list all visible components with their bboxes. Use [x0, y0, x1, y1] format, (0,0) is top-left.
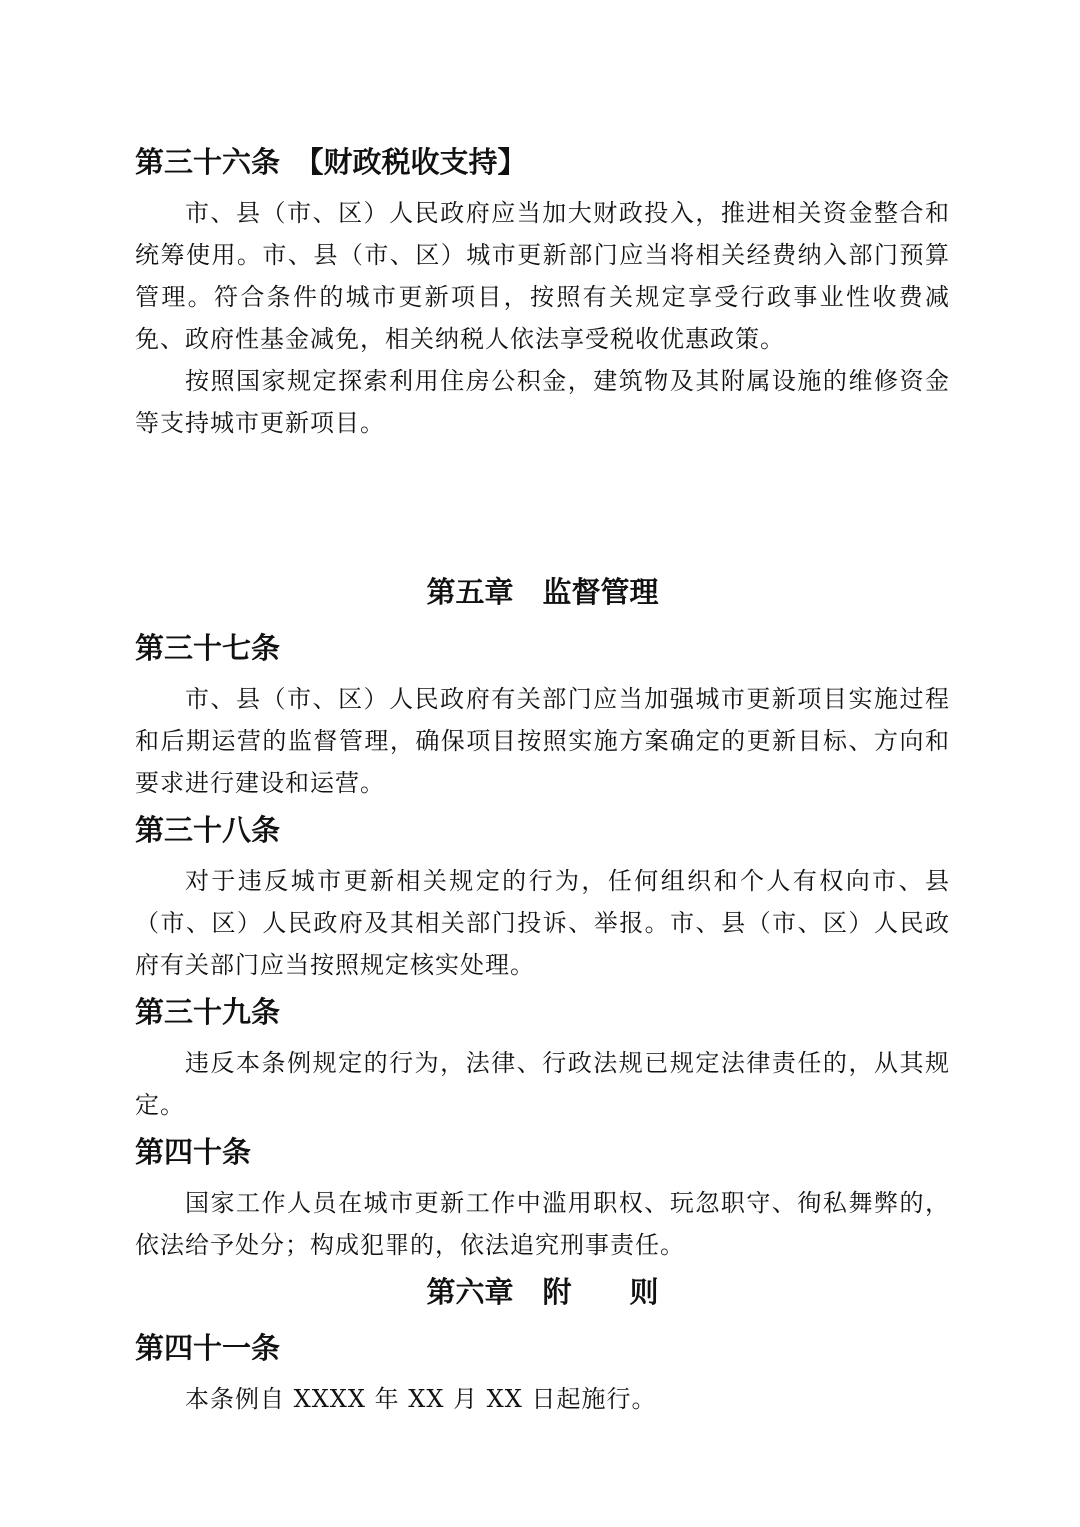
article-36-paragraph-2: 按照国家规定探索利用住房公积金，建筑物及其附属设施的维修资金等支持城市更新项目。: [135, 367, 950, 437]
chapter-6-title: 第六章 附 则: [426, 1275, 659, 1309]
chapter-5-title: 第五章 监督管理: [426, 575, 659, 609]
article-38-paragraph-1: 对于违反城市更新相关规定的行为，任何组织和个人有权向市、县（市、区）人民政府及其相关部门投诉、举报。市、县（市、区）人民政府有关部门应当按照规定核实处理。: [135, 867, 950, 979]
article-36-paragraph-1: 市、县（市、区）人民政府应当加大财政投入，推进相关资金整合和统筹使用。市、县（市、区）城市更新部门应当将相关经费纳入部门预算管理。符合条件的城市更新项目，按照有关规定享受行政事业性收费减免、政府性基金减免，相关纳税人依法享受税收优惠政策。: [135, 199, 950, 353]
article-39-paragraph-1: 违反本条例规定的行为，法律、行政法规已规定法律责任的，从其规定。: [135, 1049, 950, 1119]
article-36-title: 第三十六条 【财政税收支持】: [135, 145, 527, 179]
article-40: [135, 1132, 950, 1266]
article-40-paragraph-1: 国家工作人员在城市更新工作中滥用职权、玩忽职守、徇私舞弊的，依法给予处分；构成犯罪的，依法追究刑事责任。: [135, 1189, 950, 1259]
article-41-paragraph-1: 本条例自 XXXX 年 XX 月 XX 日起施行。: [185, 1385, 657, 1413]
article-37: [135, 628, 950, 804]
article-37-paragraph-1: 市、县（市、区）人民政府有关部门应当加强城市更新项目实施过程和后期运营的监督管理，确保项目按照实施方案确定的更新目标、方向和要求进行建设和运营。: [135, 685, 950, 797]
article-39: [135, 992, 950, 1126]
article-36: [135, 142, 950, 444]
article-41: [135, 1328, 950, 1420]
article-40-title: 第四十条: [135, 1135, 252, 1169]
article-41-title: 第四十一条: [135, 1331, 281, 1365]
article-38-title: 第三十八条: [135, 813, 281, 847]
article-39-title: 第三十九条: [135, 995, 281, 1029]
article-38: [135, 810, 950, 986]
article-37-title: 第三十七条: [135, 631, 281, 665]
